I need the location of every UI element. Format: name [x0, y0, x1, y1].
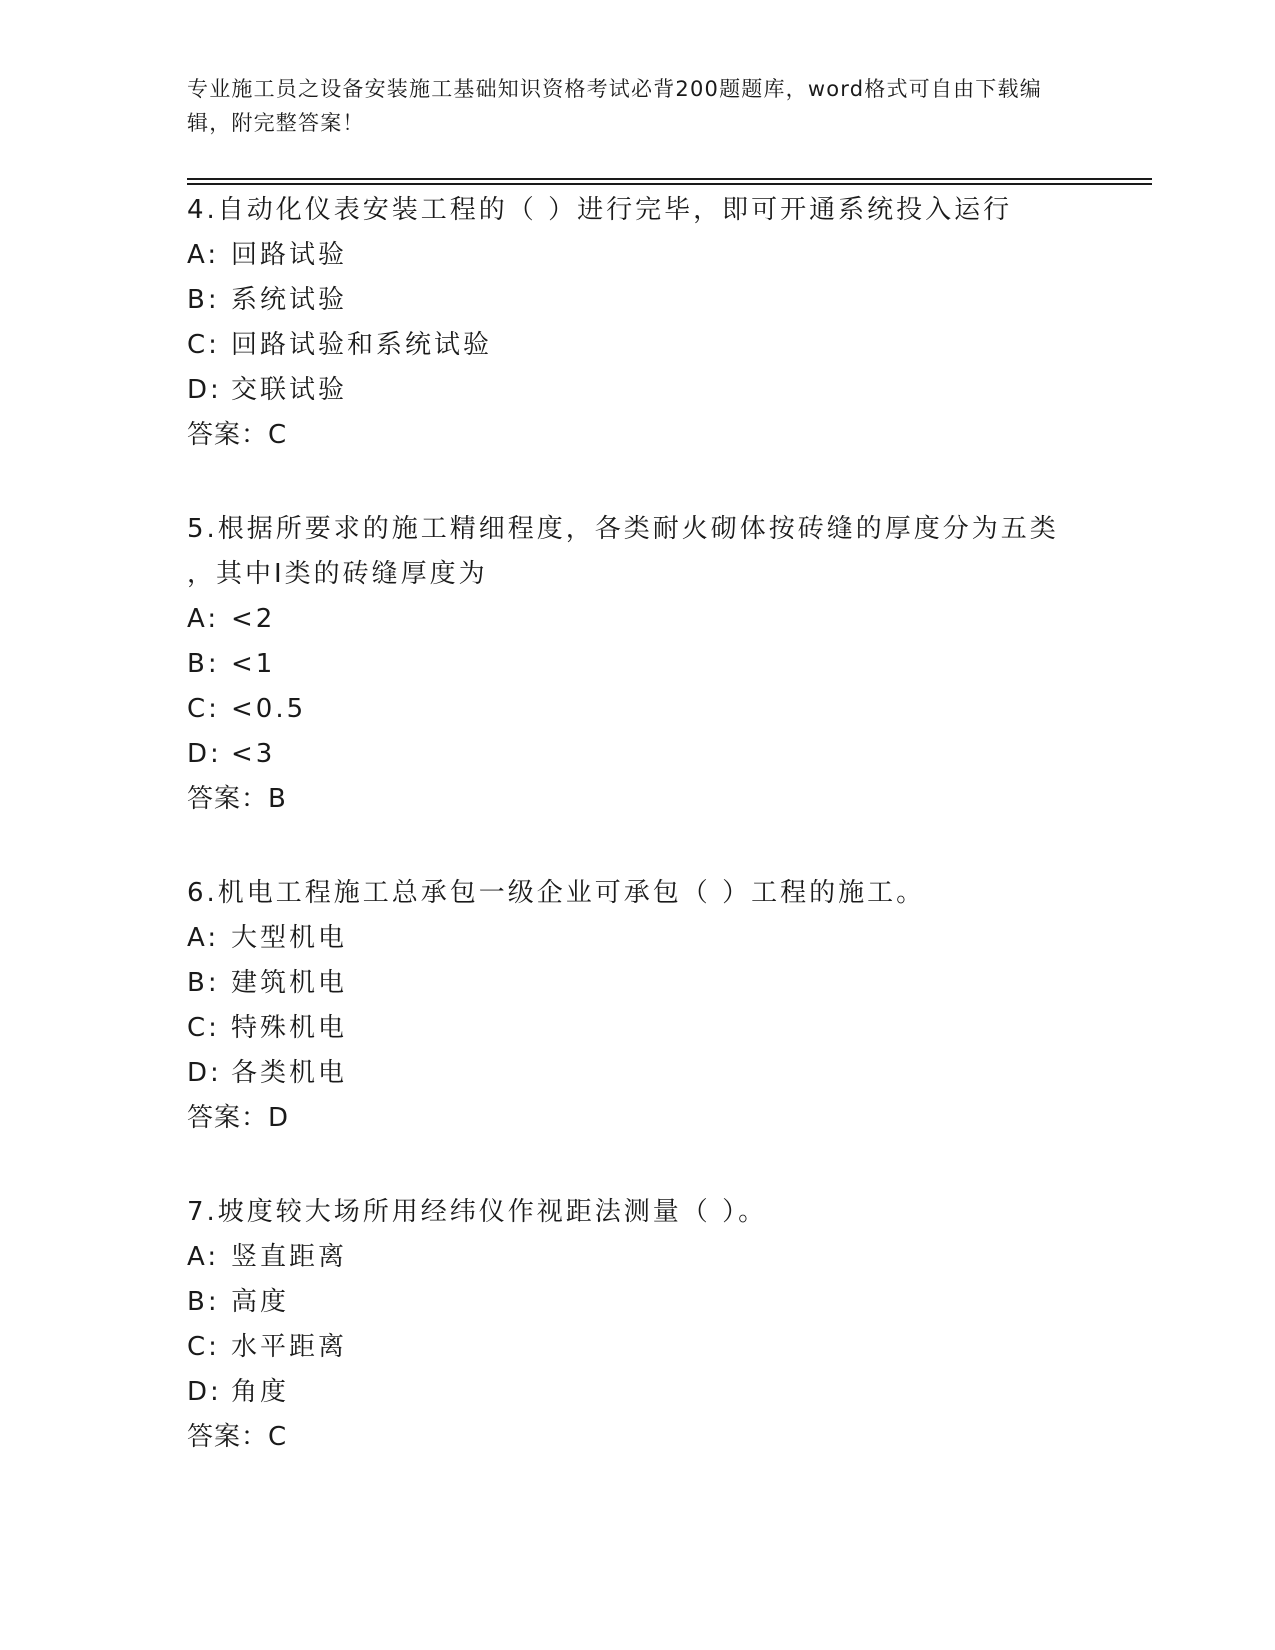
option-letter: C:: [187, 694, 220, 724]
option-a: [187, 233, 1087, 278]
question-stem: 6.机电工程施工总承包一级企业可承包（ ）工程的施工。: [187, 878, 926, 908]
option-c: [187, 1325, 1087, 1370]
option-letter: D:: [187, 375, 222, 405]
option-c: [187, 1006, 1087, 1051]
option-b: [187, 278, 1087, 323]
option-b: [187, 642, 1087, 687]
option-letter: C:: [187, 330, 220, 360]
option-letter: B:: [187, 1287, 220, 1317]
option-text: 建筑机电: [231, 968, 348, 998]
option-b: [187, 1280, 1087, 1325]
option-a: [187, 1235, 1087, 1280]
document-header: 专业施工员之设备安装施工基础知识资格考试必背200题题库，word格式可自由下载编辑，附完整答案！: [187, 77, 1042, 135]
question-stem-continued: ，其中Ⅰ类的砖缝厚度为: [187, 559, 488, 589]
option-text: 回路试验: [231, 240, 348, 270]
option-text: 特殊机电: [231, 1013, 348, 1043]
option-d: [187, 732, 1087, 777]
answer-line: 答案：B: [187, 784, 287, 814]
option-text: 回路试验和系统试验: [231, 330, 493, 360]
option-text: 各类机电: [231, 1058, 348, 1088]
option-text: 角度: [231, 1377, 290, 1407]
answer-line: 答案：D: [187, 1103, 290, 1133]
option-letter: B:: [187, 285, 220, 315]
option-c: [187, 687, 1087, 732]
question-block: [187, 188, 1087, 458]
question-stem: 5.根据所要求的施工精细程度，各类耐火砌体按砖缝的厚度分为五类: [187, 514, 1059, 544]
header-divider-top: [187, 178, 1152, 180]
option-text: <3: [231, 739, 276, 769]
option-text: <0.5: [231, 694, 307, 724]
option-d: [187, 1370, 1087, 1415]
option-d: [187, 368, 1087, 413]
option-text: 高度: [231, 1287, 290, 1317]
header-divider-bottom: [187, 183, 1152, 185]
option-letter: A:: [187, 1242, 220, 1272]
option-text: 大型机电: [231, 923, 348, 953]
option-text: 竖直距离: [231, 1242, 348, 1272]
option-c: [187, 323, 1087, 368]
question-block: [187, 871, 1087, 1141]
option-letter: D:: [187, 739, 222, 769]
question-stem: 4.自动化仪表安装工程的（ ）进行完毕，即可开通系统投入运行: [187, 195, 1013, 225]
option-text: <2: [231, 604, 276, 634]
question-block: [187, 1190, 1087, 1460]
option-text: <1: [231, 649, 276, 679]
answer-line: 答案：C: [187, 1422, 288, 1452]
option-text: 水平距离: [231, 1332, 348, 1362]
option-text: 交联试验: [231, 375, 348, 405]
option-letter: A:: [187, 604, 220, 634]
option-letter: A:: [187, 240, 220, 270]
question-stem: 7.坡度较大场所用经纬仪作视距法测量（ ）。: [187, 1197, 768, 1227]
option-letter: C:: [187, 1332, 220, 1362]
question-block: [187, 507, 1087, 822]
option-letter: C:: [187, 1013, 220, 1043]
option-a: [187, 597, 1087, 642]
answer-line: 答案：C: [187, 420, 288, 450]
option-b: [187, 961, 1087, 1006]
option-letter: D:: [187, 1058, 222, 1088]
option-letter: B:: [187, 968, 220, 998]
option-letter: B:: [187, 649, 220, 679]
option-a: [187, 916, 1087, 961]
option-text: 系统试验: [231, 285, 348, 315]
option-letter: D:: [187, 1377, 222, 1407]
option-letter: A:: [187, 923, 220, 953]
option-d: [187, 1051, 1087, 1096]
